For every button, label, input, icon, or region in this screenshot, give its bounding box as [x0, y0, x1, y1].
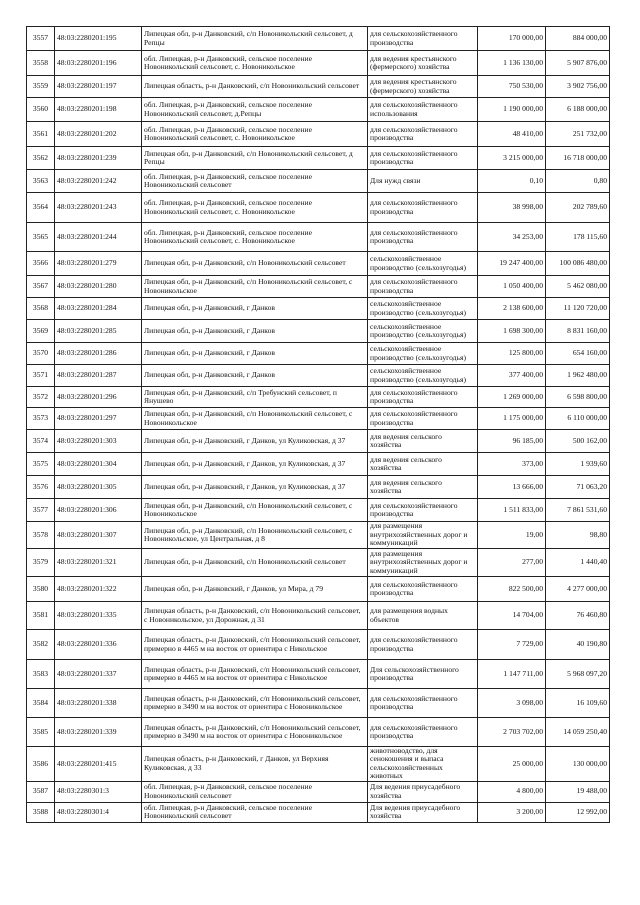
- table-row: [27, 98, 610, 122]
- address-cell: обл. Липецкая, р-н Данковский, сельское поселение Новоникольский сельсовет, с. Новоникольское: [142, 122, 368, 147]
- address-cell: Липецкая обл, р-н Данковский, с/п Требунский сельсовет, п Янушево: [142, 387, 368, 408]
- address-cell: Липецкая область, р-н Данковский, с/п Новоникольский сельсовет, примерно в 3490 м на восток от ориентира с Новоникольское: [142, 718, 368, 747]
- cadastral-value-cell: 71 063,20: [546, 476, 610, 499]
- cadastral-number-cell: 48:03:2280201:197: [55, 76, 142, 98]
- permitted-use-cell: для ведения крестьянского (фермерского) хозяйства: [368, 51, 478, 76]
- cadastral-value-cell: 178 115,60: [546, 223, 610, 252]
- permitted-use-cell: сельскохозяйственное производство (сельхозугодья): [368, 365, 478, 387]
- permitted-use-cell: для сельскохозяйственного производства: [368, 408, 478, 430]
- cadastral-value-cell: 6 188 000,00: [546, 98, 610, 122]
- cadastral-value-cell: 130 000,00: [546, 747, 610, 782]
- area-cell: 25 000,00: [478, 747, 546, 782]
- cadastral-number-cell: 48:03:2280201:195: [55, 27, 142, 51]
- table-row: [27, 193, 610, 223]
- area-cell: 1 511 833,00: [478, 499, 546, 522]
- table-row: [27, 170, 610, 193]
- permitted-use-cell: для сельскохозяйственного производства: [368, 577, 478, 602]
- cadastral-value-cell: 19 488,00: [546, 781, 610, 802]
- cadastral-number-cell: 48:03:2280201:306: [55, 499, 142, 522]
- cadastral-number-cell: 48:03:2280201:305: [55, 476, 142, 499]
- area-cell: 13 666,00: [478, 476, 546, 499]
- area-cell: 4 800,00: [478, 781, 546, 802]
- cadastral-value-cell: 6 110 000,00: [546, 408, 610, 430]
- cadastral-value-cell: 7 861 531,60: [546, 499, 610, 522]
- address-cell: обл. Липецкая, р-н Данковский, сельское поселение Новоникольский сельсовет, с. Новоникольское: [142, 51, 368, 76]
- address-cell: обл. Липецкая, р-н Данковский, сельское поселение Новоникольский сельсовет: [142, 802, 368, 822]
- cadastral-number-cell: 48:03:2280201:244: [55, 223, 142, 252]
- row-number-cell: 3588: [27, 802, 55, 822]
- address-cell: Липецкая обл, р-н Данковский, г Данков: [142, 343, 368, 365]
- table-row: [27, 51, 610, 76]
- cadastral-value-cell: 98,80: [546, 522, 610, 549]
- address-cell: Липецкая обл, р-н Данковский, с/п Новоникольский сельсовет, д Репцы: [142, 27, 368, 51]
- table-row: [27, 147, 610, 170]
- address-cell: обл. Липецкая, р-н Данковский, сельское поселение Новоникольский сельсовет: [142, 170, 368, 193]
- table-row: [27, 76, 610, 98]
- address-cell: Липецкая область, р-н Данковский, с/п Новоникольский сельсовет, примерно в 3490 м на восток от ориентира с Новоникольское: [142, 689, 368, 718]
- address-cell: Липецкая обл, р-н Данковский, г Данков: [142, 320, 368, 343]
- row-number-cell: 3565: [27, 223, 55, 252]
- area-cell: 2 703 702,00: [478, 718, 546, 747]
- row-number-cell: 3587: [27, 781, 55, 802]
- permitted-use-cell: сельскохозяйственное производство (сельхозугодья): [368, 320, 478, 343]
- address-cell: Липецкая обл, р-н Данковский, г Данков, ул Куликовская, д 37: [142, 453, 368, 476]
- area-cell: 1 147 711,00: [478, 660, 546, 689]
- area-cell: 34 253,00: [478, 223, 546, 252]
- cadastral-number-cell: 48:03:2280201:336: [55, 630, 142, 660]
- permitted-use-cell: для сельскохозяйственного производства: [368, 193, 478, 223]
- area-cell: 1 269 000,00: [478, 387, 546, 408]
- address-cell: Липецкая обл, р-н Данковский, г Данков: [142, 365, 368, 387]
- cadastral-value-cell: 1 962 480,00: [546, 365, 610, 387]
- table-row: [27, 476, 610, 499]
- area-cell: 1 050 400,00: [478, 276, 546, 298]
- permitted-use-cell: сельскохозяйственное производство (сельхозугодья): [368, 343, 478, 365]
- address-cell: обл. Липецкая, р-н Данковский, сельское поселение Новоникольский сельсовет: [142, 781, 368, 802]
- row-number-cell: 3577: [27, 499, 55, 522]
- cadastral-number-cell: 48:03:2280201:239: [55, 147, 142, 170]
- area-cell: 2 138 600,00: [478, 298, 546, 320]
- cadastral-value-cell: 500 162,00: [546, 430, 610, 453]
- table-row: [27, 747, 610, 782]
- table-row: [27, 718, 610, 747]
- cadastral-value-cell: 3 902 756,00: [546, 76, 610, 98]
- row-number-cell: 3564: [27, 193, 55, 223]
- row-number-cell: 3584: [27, 689, 55, 718]
- table-row: [27, 408, 610, 430]
- table-row: [27, 27, 610, 51]
- table-row: [27, 387, 610, 408]
- table-row: [27, 430, 610, 453]
- permitted-use-cell: для ведения крестьянского (фермерского) хозяйства: [368, 76, 478, 98]
- cadastral-number-cell: 48:03:2280201:287: [55, 365, 142, 387]
- cadastral-value-cell: 16 718 000,00: [546, 147, 610, 170]
- row-number-cell: 3572: [27, 387, 55, 408]
- address-cell: Липецкая обл, р-н Данковский, с/п Новоникольский сельсовет, с Новоникольское, ул Центральная, д 8: [142, 522, 368, 549]
- table-row: [27, 276, 610, 298]
- permitted-use-cell: Для ведения приусадебного хозяйства: [368, 802, 478, 822]
- cadastral-value-cell: 884 000,00: [546, 27, 610, 51]
- cadastral-number-cell: 48:03:2280201:285: [55, 320, 142, 343]
- row-number-cell: 3574: [27, 430, 55, 453]
- area-cell: 48 410,00: [478, 122, 546, 147]
- permitted-use-cell: животноводство, для сенокошения и выпаса сельскохозяйственных животных: [368, 747, 478, 782]
- table-row: [27, 499, 610, 522]
- cadastral-number-cell: 48:03:2280201:307: [55, 522, 142, 549]
- cadastral-value-cell: 5 907 876,00: [546, 51, 610, 76]
- permitted-use-cell: для сельскохозяйственного производства: [368, 223, 478, 252]
- cadastral-value-cell: 1 440,40: [546, 549, 610, 577]
- table-row: [27, 781, 610, 802]
- cadastral-number-cell: 48:03:2280201:280: [55, 276, 142, 298]
- area-cell: 750 530,00: [478, 76, 546, 98]
- row-number-cell: 3567: [27, 276, 55, 298]
- cadastral-value-cell: 8 831 160,00: [546, 320, 610, 343]
- table-row: [27, 577, 610, 602]
- row-number-cell: 3571: [27, 365, 55, 387]
- row-number-cell: 3581: [27, 602, 55, 630]
- row-number-cell: 3579: [27, 549, 55, 577]
- row-number-cell: 3578: [27, 522, 55, 549]
- table-body: [27, 27, 610, 823]
- address-cell: Липецкая обл, р-н Данковский, с/п Новоникольский сельсовет: [142, 252, 368, 276]
- cadastral-value-cell: 1 939,60: [546, 453, 610, 476]
- area-cell: 19 247 400,00: [478, 252, 546, 276]
- address-cell: Липецкая обл, р-н Данковский, с/п Новоникольский сельсовет, с Новоникольское: [142, 276, 368, 298]
- cadastral-number-cell: 48:03:2280201:296: [55, 387, 142, 408]
- cadastral-value-cell: 6 598 800,00: [546, 387, 610, 408]
- cadastral-value-cell: 251 732,00: [546, 122, 610, 147]
- cadastral-number-cell: 48:03:2280201:243: [55, 193, 142, 223]
- area-cell: 822 500,00: [478, 577, 546, 602]
- address-cell: Липецкая обл, р-н Данковский, г Данков: [142, 298, 368, 320]
- row-number-cell: 3560: [27, 98, 55, 122]
- address-cell: Липецкая область, р-н Данковский, с/п Новоникольский сельсовет, примерно в 4465 м на восток от ориентира с Никольское: [142, 660, 368, 689]
- address-cell: Липецкая обл, р-н Данковский, с/п Новоникольский сельсовет, д Репцы: [142, 147, 368, 170]
- permitted-use-cell: для сельскохозяйственного производства: [368, 122, 478, 147]
- cadastral-number-cell: 48:03:2280201:279: [55, 252, 142, 276]
- permitted-use-cell: для ведения сельского хозяйства: [368, 430, 478, 453]
- table-row: [27, 689, 610, 718]
- address-cell: Липецкая обл, р-н Данковский, г Данков, ул Куликовская, д 37: [142, 430, 368, 453]
- area-cell: 3 215 000,00: [478, 147, 546, 170]
- address-cell: Липецкая обл, р-н Данковский, с/п Новоникольский сельсовет, с Новоникольское: [142, 408, 368, 430]
- permitted-use-cell: для сельскохозяйственного производства: [368, 630, 478, 660]
- address-cell: Липецкая область, р-н Данковский, с/п Новоникольский сельсовет: [142, 76, 368, 98]
- cadastral-number-cell: 48:03:2280201:242: [55, 170, 142, 193]
- permitted-use-cell: для сельскохозяйственного производства: [368, 718, 478, 747]
- permitted-use-cell: сельскохозяйственное производство (сельхозугодья): [368, 298, 478, 320]
- table-row: [27, 223, 610, 252]
- area-cell: 1 190 000,00: [478, 98, 546, 122]
- cadastral-number-cell: 48:03:2280201:286: [55, 343, 142, 365]
- table-row: [27, 630, 610, 660]
- area-cell: 0,10: [478, 170, 546, 193]
- permitted-use-cell: Для ведения приусадебного хозяйства: [368, 781, 478, 802]
- area-cell: 125 800,00: [478, 343, 546, 365]
- cadastral-value-cell: 16 109,60: [546, 689, 610, 718]
- cadastral-value-cell: 100 086 480,00: [546, 252, 610, 276]
- table-row: [27, 660, 610, 689]
- address-cell: обл. Липецкая, р-н Данковский, сельское поселение Новоникольский сельсовет, с. Новоникольское: [142, 223, 368, 252]
- permitted-use-cell: для размещения водных объектов: [368, 602, 478, 630]
- cadastral-number-cell: 48:03:2280201:284: [55, 298, 142, 320]
- row-number-cell: 3582: [27, 630, 55, 660]
- row-number-cell: 3559: [27, 76, 55, 98]
- area-cell: 14 704,00: [478, 602, 546, 630]
- area-cell: 277,00: [478, 549, 546, 577]
- table-row: [27, 320, 610, 343]
- cadastral-number-cell: 48:03:2280201:297: [55, 408, 142, 430]
- permitted-use-cell: для размещения внутрихозяйственных дорог и коммуникаций: [368, 522, 478, 549]
- table-row: [27, 365, 610, 387]
- permitted-use-cell: Для сельскохозяйственного производства: [368, 660, 478, 689]
- row-number-cell: 3576: [27, 476, 55, 499]
- area-cell: 1 175 000,00: [478, 408, 546, 430]
- cadastral-number-cell: 48:03:2280301:4: [55, 802, 142, 822]
- cadastral-number-cell: 48:03:2280201:196: [55, 51, 142, 76]
- address-cell: Липецкая обл, р-н Данковский, с/п Новоникольский сельсовет: [142, 549, 368, 577]
- cadastral-number-cell: 48:03:2280201:339: [55, 718, 142, 747]
- cadastral-number-cell: 48:03:2280201:202: [55, 122, 142, 147]
- row-number-cell: 3583: [27, 660, 55, 689]
- area-cell: 38 998,00: [478, 193, 546, 223]
- permitted-use-cell: для сельскохозяйственного использования: [368, 98, 478, 122]
- permitted-use-cell: для ведения сельского хозяйства: [368, 453, 478, 476]
- cadastral-value-cell: 0,80: [546, 170, 610, 193]
- cadastral-number-cell: 48:03:2280201:321: [55, 549, 142, 577]
- permitted-use-cell: для сельскохозяйственного производства: [368, 147, 478, 170]
- cadastral-value-table: [26, 26, 610, 823]
- area-cell: 96 185,00: [478, 430, 546, 453]
- permitted-use-cell: для сельскохозяйственного производства: [368, 689, 478, 718]
- address-cell: Липецкая область, р-н Данковский, с/п Новоникольский сельсовет, с Новоникольское, ул Дорожная, д 31: [142, 602, 368, 630]
- permitted-use-cell: для сельскохозяйственного производства: [368, 27, 478, 51]
- area-cell: 7 729,00: [478, 630, 546, 660]
- cadastral-value-cell: 202 789,60: [546, 193, 610, 223]
- permitted-use-cell: для сельскохозяйственного производства: [368, 276, 478, 298]
- permitted-use-cell: для ведения сельского хозяйства: [368, 476, 478, 499]
- cadastral-number-cell: 48:03:2280201:304: [55, 453, 142, 476]
- address-cell: Липецкая обл, р-н Данковский, г Данков, ул Куликовская, д 37: [142, 476, 368, 499]
- address-cell: Липецкая область, р-н Данковский, с/п Новоникольский сельсовет, примерно в 4465 м на восток от ориентира с Никольское: [142, 630, 368, 660]
- row-number-cell: 3585: [27, 718, 55, 747]
- area-cell: 19,00: [478, 522, 546, 549]
- table-row: [27, 802, 610, 822]
- table-row: [27, 252, 610, 276]
- cadastral-number-cell: 48:03:2280201:335: [55, 602, 142, 630]
- cadastral-value-cell: 12 992,00: [546, 802, 610, 822]
- address-cell: Липецкая обл, р-н Данковский, г Данков, ул Мира, д 79: [142, 577, 368, 602]
- table-row: [27, 343, 610, 365]
- area-cell: 1 698 300,00: [478, 320, 546, 343]
- row-number-cell: 3566: [27, 252, 55, 276]
- row-number-cell: 3562: [27, 147, 55, 170]
- table-row: [27, 602, 610, 630]
- area-cell: 3 200,00: [478, 802, 546, 822]
- table-row: [27, 549, 610, 577]
- row-number-cell: 3569: [27, 320, 55, 343]
- area-cell: 1 136 130,00: [478, 51, 546, 76]
- cadastral-number-cell: 48:03:2280201:337: [55, 660, 142, 689]
- cadastral-value-cell: 654 160,00: [546, 343, 610, 365]
- row-number-cell: 3573: [27, 408, 55, 430]
- cadastral-number-cell: 48:03:2280201:415: [55, 747, 142, 782]
- area-cell: 170 000,00: [478, 27, 546, 51]
- cadastral-number-cell: 48:03:2280201:338: [55, 689, 142, 718]
- row-number-cell: 3580: [27, 577, 55, 602]
- cadastral-number-cell: 48:03:2280201:322: [55, 577, 142, 602]
- address-cell: обл. Липецкая, р-н Данковский, сельское поселение Новоникольский сельсовет, д.Репцы: [142, 98, 368, 122]
- cadastral-value-cell: 11 120 720,00: [546, 298, 610, 320]
- row-number-cell: 3558: [27, 51, 55, 76]
- row-number-cell: 3563: [27, 170, 55, 193]
- table-row: [27, 298, 610, 320]
- permitted-use-cell: для сельскохозяйственного производства: [368, 387, 478, 408]
- row-number-cell: 3561: [27, 122, 55, 147]
- address-cell: Липецкая область, р-н Данковский, г Данков, ул Верхняя Куликовская, д 33: [142, 747, 368, 782]
- row-number-cell: 3575: [27, 453, 55, 476]
- permitted-use-cell: Для нужд связи: [368, 170, 478, 193]
- row-number-cell: 3586: [27, 747, 55, 782]
- cadastral-number-cell: 48:03:2280201:303: [55, 430, 142, 453]
- permitted-use-cell: для размещения внутрихозяйственных дорог и коммуникаций: [368, 549, 478, 577]
- permitted-use-cell: для сельскохозяйственного производства: [368, 499, 478, 522]
- area-cell: 3 098,00: [478, 689, 546, 718]
- table-row: [27, 453, 610, 476]
- cadastral-value-cell: 14 059 250,40: [546, 718, 610, 747]
- cadastral-value-cell: 76 460,80: [546, 602, 610, 630]
- row-number-cell: 3570: [27, 343, 55, 365]
- cadastral-number-cell: 48:03:2280301:3: [55, 781, 142, 802]
- address-cell: Липецкая обл, р-н Данковский, с/п Новоникольский сельсовет, с Новоникольское: [142, 499, 368, 522]
- row-number-cell: 3557: [27, 27, 55, 51]
- cadastral-number-cell: 48:03:2280201:198: [55, 98, 142, 122]
- area-cell: 377 400,00: [478, 365, 546, 387]
- permitted-use-cell: сельскохозяйственное производство (сельхозугодья): [368, 252, 478, 276]
- table-row: [27, 522, 610, 549]
- row-number-cell: 3568: [27, 298, 55, 320]
- cadastral-value-cell: 40 190,80: [546, 630, 610, 660]
- area-cell: 373,00: [478, 453, 546, 476]
- table-row: [27, 122, 610, 147]
- cadastral-value-cell: 4 277 000,00: [546, 577, 610, 602]
- cadastral-value-cell: 5 968 097,20: [546, 660, 610, 689]
- cadastral-value-cell: 5 462 080,00: [546, 276, 610, 298]
- address-cell: обл. Липецкая, р-н Данковский, сельское поселение Новоникольский сельсовет, с. Новоникольское: [142, 193, 368, 223]
